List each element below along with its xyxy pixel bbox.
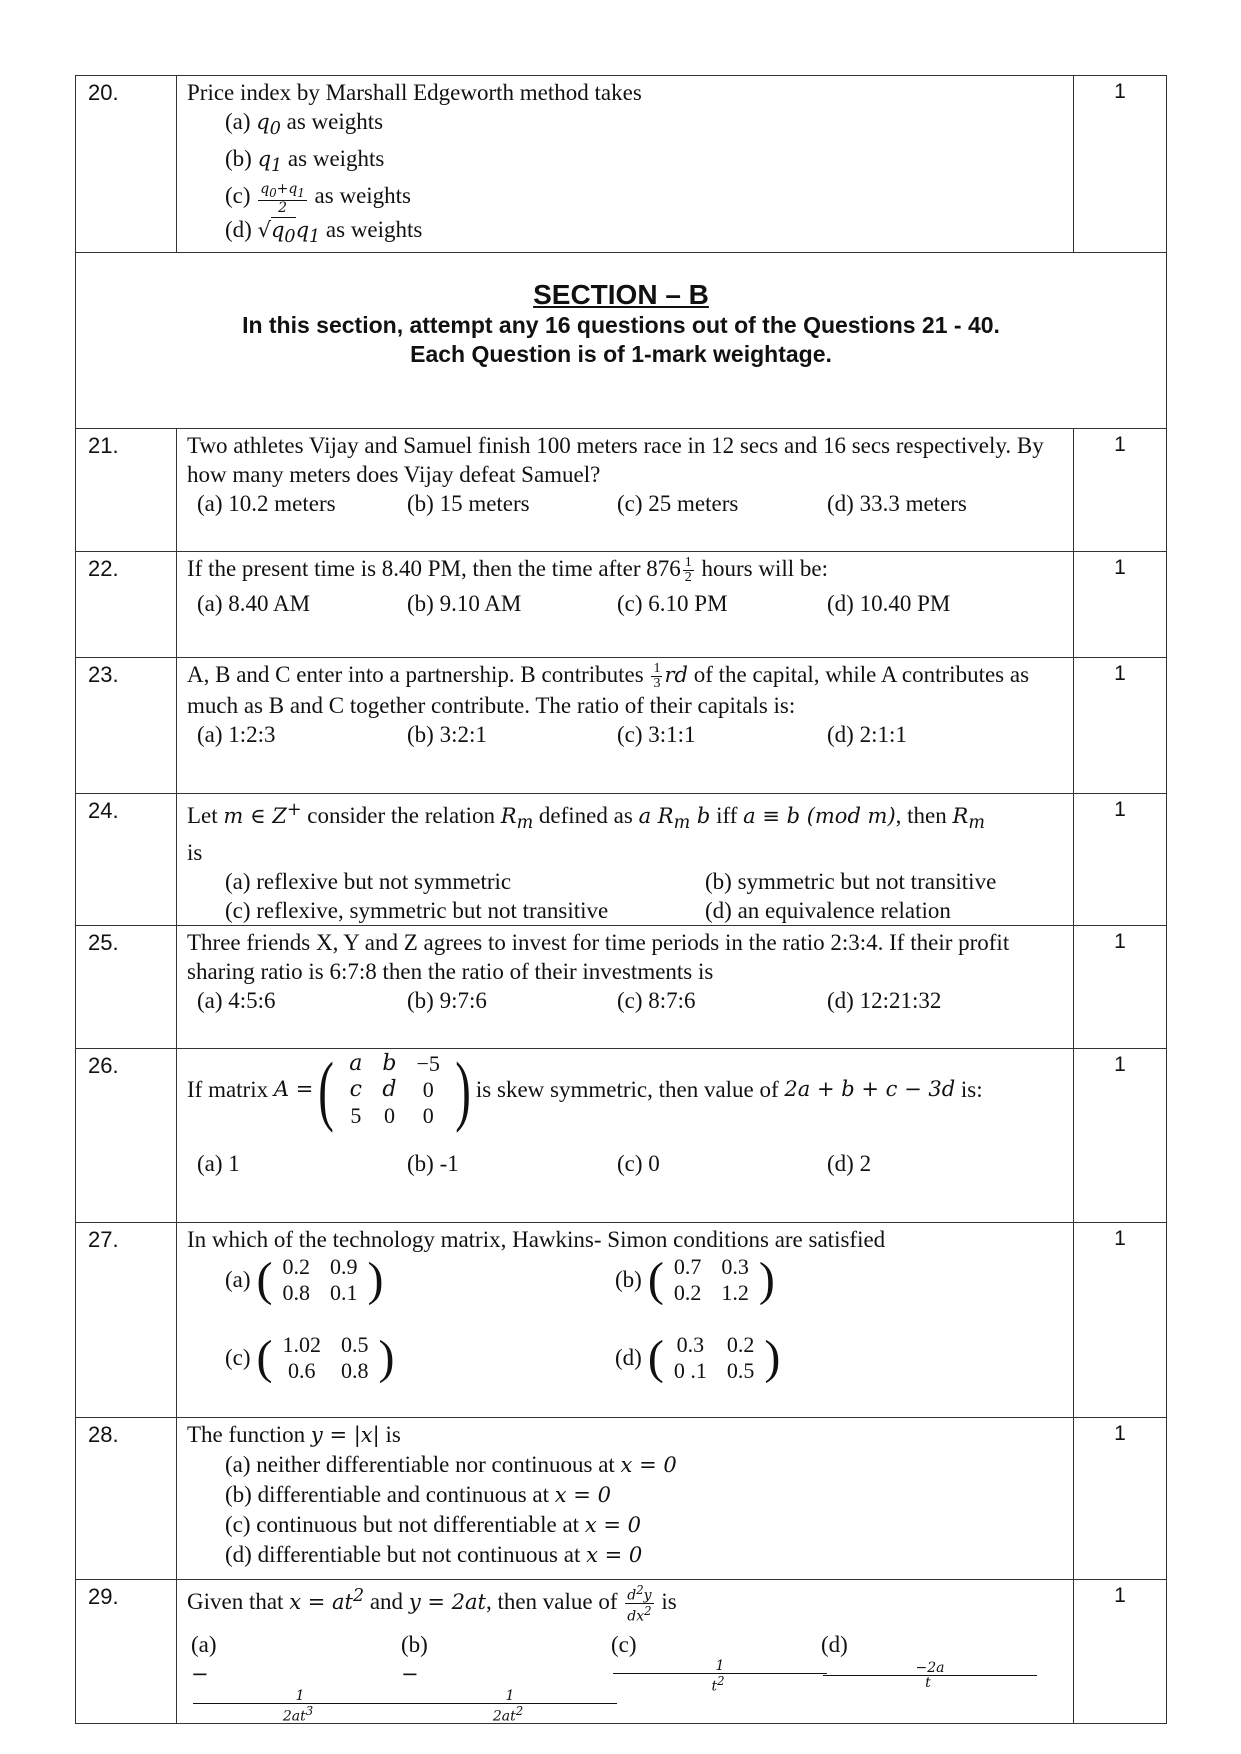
- question-number: 29.: [76, 1579, 177, 1724]
- option-c: (c) continuous but not differentiable at x = 0: [225, 1511, 641, 1537]
- option-a: [225, 1254, 615, 1306]
- question-row-27: [76, 1222, 1167, 1417]
- option-a: (a) 4:5:6: [197, 987, 276, 1013]
- question-text: Two athletes Vijay and Samuel finish 100 meters race in 12 secs and 16 secs respectively. By how many meters does Vijay defeat Samuel?: [187, 432, 1044, 487]
- option-c: (c) reflexive, symmetric but not transitive: [225, 897, 609, 923]
- option-a: (a) $q_0$ as weights: [225, 109, 384, 140]
- matrix-cell: c: [349, 1076, 362, 1102]
- question-number: 26.: [76, 1048, 177, 1222]
- matrix-cell: 0.5: [341, 1331, 369, 1357]
- question-text: Let m ∈ Z+ consider the relation $R_m$ defined as a $R_m$ b iff a ≡ b (mod m), then $R_m$ is: [187, 799, 985, 865]
- option-a: (a) 1: [197, 1150, 240, 1176]
- option-a: (a) neither differentiable nor continuous at x = 0: [225, 1451, 677, 1477]
- marks-cell: 1: [1074, 1579, 1167, 1724]
- option-b: (b) 15 meters: [407, 490, 530, 516]
- matrix-cell: 0.8: [341, 1357, 369, 1383]
- option-c: [225, 1332, 615, 1384]
- marks-cell: 1: [1074, 1048, 1167, 1222]
- question-body: [177, 551, 1074, 657]
- matrix-a: ( a b −5 c d 0 5 0 0 ): [318, 1045, 471, 1133]
- matrix-cell: 0.6: [288, 1357, 316, 1383]
- question-text: Given that $x = at^2$ and y = 2at, then value of $\frac{d^2y}{dx^2}$ is: [187, 1583, 677, 1625]
- question-text: If the present time is 8.40 PM, then the time after 876 $\frac{1}{2}$ hours will be:: [187, 554, 828, 585]
- matrix-cell: 5: [350, 1102, 362, 1128]
- section-b-header: [76, 252, 1167, 428]
- question-row-20: [76, 76, 1167, 253]
- question-body: [177, 1045, 1074, 1222]
- question-body: [177, 925, 1074, 1048]
- question-row-21: [76, 428, 1167, 551]
- section-instruction-2: Each Question is of 1-mark weightage.: [410, 340, 832, 367]
- option-b: (b) symmetric but not transitive: [705, 868, 997, 894]
- question-number: 22.: [76, 551, 177, 657]
- marks-cell: 1: [1074, 428, 1167, 551]
- question-body: [177, 657, 1074, 793]
- option-b: (b) 9:7:6: [407, 987, 487, 1013]
- matrix-row: [339, 1103, 450, 1129]
- marks-cell: 1: [1074, 793, 1167, 925]
- technology-matrix: ( 1.02 0.5 0.6 0.8 ): [256, 1330, 395, 1384]
- technology-matrix: ( 0.7 0.3 0.2 1.2 ): [647, 1252, 775, 1306]
- matrix-row: [339, 1077, 450, 1103]
- question-number: 27.: [76, 1222, 177, 1417]
- option-d: (d) differentiable but not continuous at x = 0: [225, 1541, 643, 1567]
- option-c: (c) 25 meters: [617, 490, 739, 516]
- matrix-cell: a: [349, 1050, 363, 1076]
- options-row: [187, 986, 1063, 1015]
- question-text: If matrix A = ( a b −5 c d 0 5 0 0 ) is skew symmetric, then value of 2a + b + c − 3d is:: [187, 1045, 983, 1133]
- matrix-cell: 0.8: [282, 1279, 311, 1305]
- option-d: (d) 2: [827, 1150, 872, 1176]
- option-b: $(b)-\frac{1}{2at^2}$: [401, 1630, 611, 1724]
- option-a: (a) 10.2 meters: [197, 490, 336, 516]
- question-number: 21.: [76, 428, 177, 551]
- question-text: Price index by Marshall Edgeworth method takes: [187, 80, 642, 105]
- question-number: 25.: [76, 925, 177, 1048]
- option-a: $(a) -\frac{1}{2at^3}$: [191, 1630, 401, 1724]
- option-b: [615, 1254, 1005, 1306]
- section-b-header-row: [76, 252, 1167, 428]
- matrix-cell: 0.2: [282, 1253, 311, 1279]
- matrix-cell: 0.2: [673, 1279, 702, 1305]
- question-row-28: [76, 1417, 1167, 1579]
- matrix-cell: −5: [416, 1050, 440, 1076]
- options-row: [187, 1149, 1063, 1178]
- option-b: (b) 3:2:1: [407, 721, 487, 747]
- question-row-23: [76, 657, 1167, 793]
- option-d: [615, 1332, 1005, 1384]
- options-row: [187, 1630, 1063, 1724]
- option-d: (d) 12:21:32: [827, 987, 942, 1013]
- question-body: [177, 1417, 1074, 1579]
- options-grid: [225, 867, 1063, 925]
- matrix-cell: 0.3: [721, 1253, 749, 1279]
- option-c: (c) 6.10 PM: [617, 590, 728, 616]
- marks-cell: 1: [1074, 76, 1167, 253]
- option-label: (c): [225, 1345, 251, 1371]
- option-a: (a) reflexive but not symmetric: [225, 868, 512, 894]
- section-title: SECTION – B: [533, 278, 709, 310]
- question-paper-page: [75, 75, 1167, 1724]
- option-b: (b) differentiable and continuous at x = 0: [225, 1481, 611, 1507]
- matrix-cell: 1.2: [721, 1279, 749, 1305]
- question-text: In which of the technology matrix, Hawkins- Simon conditions are satisfied: [187, 1226, 886, 1252]
- option-d: $(d)\frac{-2a}{t}$: [821, 1630, 1031, 1724]
- section-instruction-1: In this section, attempt any 16 questions out of the Questions 21 - 40.: [242, 311, 1000, 338]
- question-row-24: [76, 793, 1167, 925]
- option-a: (a) 1:2:3: [197, 721, 276, 747]
- option-c: (c) 8:7:6: [617, 987, 696, 1013]
- question-body: [177, 793, 1074, 925]
- option-d: (d) 2:1:1: [827, 721, 907, 747]
- option-label: (a): [225, 1267, 251, 1293]
- option-d: (d) 10.40 PM: [827, 590, 951, 616]
- matrix-cell: b: [382, 1050, 397, 1076]
- matrix-cell: d: [382, 1076, 397, 1102]
- question-body: [177, 428, 1074, 551]
- option-c: (c) 0: [617, 1150, 660, 1176]
- question-text: The function y = |x| is: [187, 1421, 401, 1447]
- question-number: 24.: [76, 793, 177, 925]
- marks-cell: 1: [1074, 1222, 1167, 1417]
- option-c: (c) $\frac{q_0+q_1}{2}$ as weights: [225, 180, 412, 216]
- matrix-cell: 0.7: [673, 1253, 702, 1279]
- marks-cell: 1: [1074, 1417, 1167, 1579]
- question-row-26: [76, 1048, 1167, 1222]
- option-b: (b) 9.10 AM: [407, 590, 522, 616]
- question-row-29: [76, 1579, 1167, 1724]
- options-row: [187, 589, 1063, 618]
- matrix-cell: 0.9: [330, 1253, 358, 1279]
- question-body: [177, 76, 1074, 253]
- matrix-cell: 0: [422, 1076, 434, 1102]
- question-body: [177, 1579, 1074, 1724]
- matrix-cell: 0.5: [726, 1357, 755, 1383]
- marks-cell: 1: [1074, 657, 1167, 793]
- option-a: (a) 8.40 AM: [197, 590, 311, 616]
- technology-matrix: ( 0.2 0.9 0.8 0.1 ): [256, 1252, 384, 1306]
- option-label: (d): [615, 1345, 642, 1371]
- options-row: [187, 489, 1063, 518]
- question-body: [177, 1222, 1074, 1417]
- options-grid: [225, 1254, 1063, 1384]
- technology-matrix: ( 0.3 0.2 0 .1 0.5 ): [647, 1330, 781, 1384]
- question-number: 23.: [76, 657, 177, 793]
- matrix-cell: 0.2: [726, 1331, 755, 1357]
- options-row: [187, 720, 1063, 749]
- question-number: 20.: [76, 76, 177, 253]
- option-b: (b) -1: [407, 1150, 459, 1176]
- option-d: (d) 33.3 meters: [827, 490, 967, 516]
- question-text: Three friends X, Y and Z agrees to invest for time periods in the ratio 2:3:4. If their profit sharing ratio is 6:7:8 then the ratio of their investments is: [187, 929, 1010, 984]
- option-b: (b) $q_1$ as weights: [225, 146, 385, 177]
- matrix-cell: 1.02: [282, 1331, 322, 1357]
- matrix-cell: 0: [383, 1102, 395, 1128]
- matrix-cell: 0.1: [330, 1279, 358, 1305]
- option-d: (d) an equivalence relation: [705, 897, 951, 923]
- questions-table: [75, 75, 1167, 1724]
- marks-cell: 1: [1074, 551, 1167, 657]
- option-d: (d) $√q_0q_1$ as weights: [225, 216, 423, 247]
- option-c: $(c) \frac{1}{t^2}$: [611, 1630, 821, 1724]
- option-c: (c) 3:1:1: [617, 721, 696, 747]
- question-number: 28.: [76, 1417, 177, 1579]
- matrix-cell: 0 .1: [673, 1357, 707, 1383]
- question-text: A, B and C enter into a partnership. B contributes $\frac{1}{3}$ rd of the capital, while A contributes as much as B and C together contribute. The ratio of their capitals is:: [187, 660, 1030, 718]
- question-row-22: [76, 551, 1167, 657]
- option-label: (b): [615, 1267, 642, 1293]
- question-row-25: [76, 925, 1167, 1048]
- matrix-cell: 0.3: [676, 1331, 705, 1357]
- marks-cell: 1: [1074, 925, 1167, 1048]
- matrix-cell: 0: [422, 1102, 434, 1128]
- matrix-row: [339, 1051, 450, 1077]
